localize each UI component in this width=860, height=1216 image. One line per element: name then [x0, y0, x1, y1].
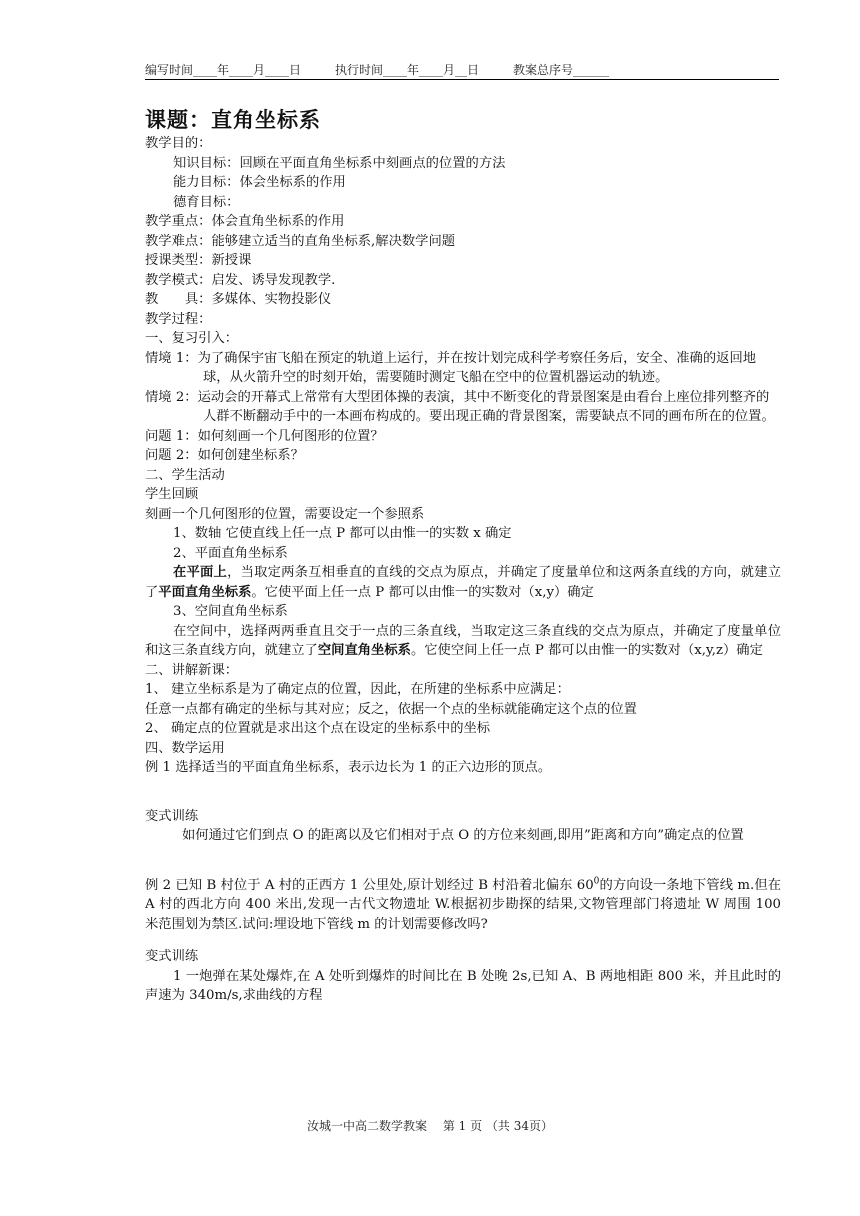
header-rule — [145, 79, 779, 80]
process-heading: 教学过程： — [145, 311, 212, 327]
plane-bold-1: 在平面上 — [173, 565, 228, 580]
variant-1-text: 如何通过它们到点 O 的距离以及它们相对于点 O 的方位来刻画,即用”距离和方向”确定点的位置 — [182, 828, 744, 843]
variant-training-2: 变式训练 — [145, 949, 199, 964]
space-system-paragraph — [145, 622, 781, 661]
teaching-focus: 教学重点：体会直角坐标系的作用 — [145, 214, 345, 229]
written-time: 编写时间____年____月____日 — [145, 63, 302, 77]
ability-goal: 能力目标：体会坐标系的作用 — [173, 175, 346, 190]
moral-goal: 德育目标： — [173, 194, 240, 210]
space-bold-1: 空间直角坐标系 — [317, 643, 411, 658]
document-body — [145, 134, 781, 1006]
space-system-heading: 3、空间直角坐标系 — [173, 604, 288, 619]
question-2: 问题 2：如何创建坐标系？ — [145, 448, 304, 463]
page-footer: 汝城一中高二数学教案 第 1 页 （共 34页） — [307, 1119, 553, 1133]
lesson-serial: 教案总序号______ — [513, 63, 610, 77]
plane-bold-2: 平面直角坐标系 — [158, 584, 252, 600]
recall-description: 刻画一个几何图形的位置，需要设定一个参照系 — [145, 506, 425, 522]
plane-system-heading: 2、平面直角坐标系 — [173, 545, 288, 561]
activity-heading: 二、学生活动 — [145, 467, 225, 483]
space-text-1: 在空间中，选择两两垂直且交于一点的三条直线，当取定这三条直线的交点为原点，并确定了度量单位和这三条直线方向，就建立了 — [145, 623, 781, 658]
lecture-point-2: 2、 确定点的位置就是求出这个点在设定的坐标系中的坐标 — [145, 721, 491, 736]
variant-training-1: 变式训练 — [145, 808, 199, 824]
lecture-heading: 二、讲解新课： — [145, 662, 239, 678]
example-2 — [145, 876, 781, 935]
example-2-part-a: 例 2 已知 B 村位于 A 村的正西方 1 公里处,原计划经过 B 村沿着北偏东 60 — [145, 877, 594, 893]
number-axis-item: 1、数轴 它使直线上任一点 P 都可以由惟一的实数 x 确定 — [173, 526, 512, 541]
spacer — [145, 934, 781, 947]
executed-time: 执行时间____年____月__日 — [335, 63, 480, 77]
variant-2-text: 1 一炮弹在某处爆炸,在 A 处听到爆炸的时间比在 B 处晚 2s,已知 A、B 两地相距 800 米，并且此时的声速为 340m/s,求曲线的方程 — [145, 968, 781, 1003]
application-heading: 四、数学运用 — [145, 740, 225, 756]
page-header — [145, 61, 779, 78]
question-1: 问题 1：如何刻画一个几何图形的位置？ — [145, 428, 384, 444]
lecture-point-1: 1、 建立坐标系是为了确定点的位置，因此，在所建的坐标系中应满足： — [145, 682, 570, 697]
teaching-tools: 教 具：多媒体、实物投影仪 — [145, 292, 332, 307]
lesson-type: 授课类型：新授课 — [145, 253, 252, 268]
lecture-point-1b: 任意一点都有确定的坐标与其对应；反之，依据一个点的坐标就能确定这个点的位置 — [145, 701, 637, 717]
plane-system-paragraph — [145, 563, 781, 602]
teaching-mode: 教学模式：启发、诱导发现教学. — [145, 272, 336, 288]
scene-2: 情境 2：运动会的开幕式上常常有大型团体操的表演，其中不断变化的背景图案是由看台上座位排列整齐的人群不断翻动手中的一本画布构成的。要出现正确的背景图案，需要缺点不同的画布所在的位置。 — [145, 389, 775, 424]
plane-text-1: ，当取定两条互相垂直的直线的交点为原点，并确定了度量单位和这两条直线的方向，就建立了 — [145, 565, 782, 600]
spacer — [145, 778, 781, 807]
example-2-part-b: 的方向设一条地下管线 m.但在 A 村的西北方向 400 米出,发现一古代文物遗址 W.根据初步勘探的结果,文物管理部门将遗址 W 周围 100 米范围划为禁区.试问:埋设地下管线 m 的计划需要修改吗? — [145, 877, 781, 932]
review-heading: 一、复习引入： — [145, 331, 239, 346]
space-text-2: 。它使空间上任一点 P 都可以由惟一的实数对（x,y,z）确定 — [410, 643, 763, 658]
page-title: 课题：直角坐标系 — [145, 108, 321, 132]
degree-superscript: 0 — [593, 876, 600, 887]
knowledge-goal: 知识目标：回顾在平面直角坐标系中刻画点的位置的方法 — [173, 155, 506, 171]
scene-1: 情境 1：为了确保宇宙飞船在预定的轨道上运行，并在按计划完成科学考察任务后，安全、准确的返回地球，从火箭升空的时刻开始，需要随时测定飞船在空中的位置机器运动的轨迹。 — [145, 350, 757, 385]
example-1: 例 1 选择适当的平面直角坐标系，表示边长为 1 的正六边形的顶点。 — [145, 760, 552, 775]
spacer — [145, 846, 781, 876]
plane-text-2: 。它使平面上任一点 P 都可以由惟一的实数对（x,y）确定 — [251, 584, 594, 600]
teaching-difficulty: 教学难点：能够建立适当的直角坐标系,解决数学问题 — [145, 233, 456, 249]
recall-heading: 学生回顾 — [145, 487, 199, 502]
goals-heading: 教学目的： — [145, 136, 212, 151]
